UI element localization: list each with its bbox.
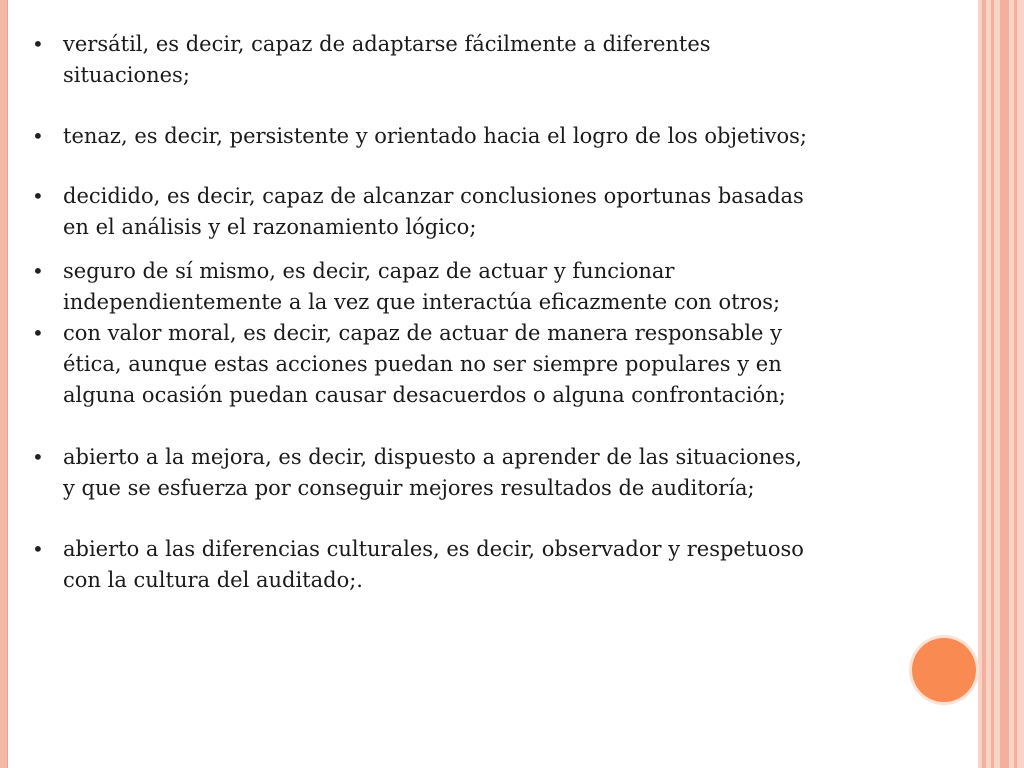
text-line: decidido, es decir, capaz de alcanzar conclusiones oportunas basadas (63, 184, 804, 208)
text-line: independientemente a la vez que interactúa eficazmente con otros; (63, 290, 781, 314)
list-item-text (63, 318, 910, 411)
text-line: ética, aunque estas acciones puedan no ser siempre populares y en (63, 352, 782, 376)
right-stripes-decoration (978, 0, 1024, 768)
text-line: versátil, es decir, capaz de adaptarse fácilmente a diferentes (63, 32, 711, 56)
text-line: situaciones; (63, 63, 190, 87)
stripe (1000, 0, 1009, 768)
bullet-icon: • (32, 537, 44, 561)
list-item (30, 318, 910, 411)
text-line: con la cultura del auditado;. (63, 568, 363, 592)
stripe (1014, 0, 1017, 768)
list-item-text (63, 29, 910, 91)
list-item (30, 442, 910, 504)
list-item (30, 121, 910, 152)
stripe (982, 0, 986, 768)
bullet-icon: • (32, 259, 44, 283)
text-line: alguna ocasión puedan causar desacuerdos o alguna confrontación; (63, 383, 786, 407)
bullet-icon: • (32, 124, 44, 148)
text-line: con valor moral, es decir, capaz de actuar de manera responsable y (63, 321, 783, 345)
text-line: abierto a las diferencias culturales, es decir, observador y respetuoso (63, 537, 804, 561)
text-line: y que se esfuerza por conseguir mejores resultados de auditoría; (63, 476, 755, 500)
list-item-text (63, 181, 910, 243)
list-item (30, 29, 910, 91)
bullet-icon: • (32, 32, 44, 56)
list-item (30, 534, 910, 596)
list-item-text (63, 256, 910, 318)
text-line: tenaz, es decir, persistente y orientado hacia el logro de los objetivos; (63, 124, 807, 148)
list-item-text (63, 534, 910, 596)
bullet-icon: • (32, 184, 44, 208)
text-line: seguro de sí mismo, es decir, capaz de actuar y funcionar (63, 259, 675, 283)
bullet-icon: • (32, 321, 44, 345)
list-item (30, 256, 910, 318)
list-item (30, 181, 910, 243)
stripe (991, 0, 994, 768)
bullet-icon: • (32, 445, 44, 469)
list-item-text (63, 442, 910, 504)
text-line: abierto a la mejora, es decir, dispuesto a aprender de las situaciones, (63, 445, 803, 469)
text-line: en el análisis y el razonamiento lógico; (63, 215, 477, 239)
list-item-text (63, 121, 910, 152)
